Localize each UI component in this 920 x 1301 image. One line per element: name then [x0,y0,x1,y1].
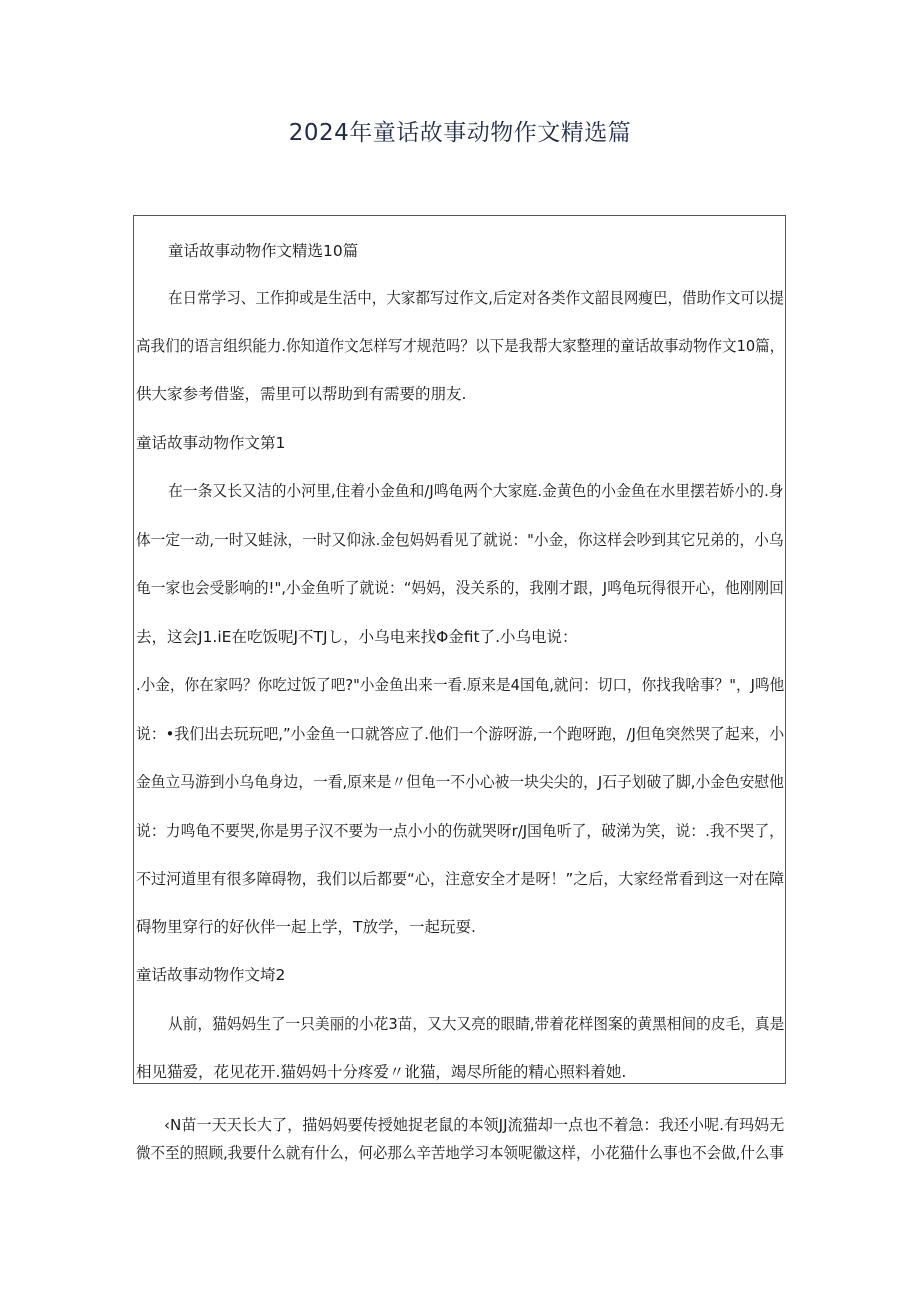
text-line: 说：•我们出去玩玩吧,”小金鱼一口就答应了.他们一个游呀游,一个跑呀跑，/J但龟突然哭了起来，小 [136,725,785,743]
text-line: 不过河道里有很多障碍物，我们以后都要“心，注意安全才是呀！”之后，大家经常看到这一对在障 [136,870,785,888]
text-line: 碍物里穿行的好伙伴一起上学，T放学，一起玩耍. [136,918,476,936]
text-line: 在日常学习、工作抑或是生活中，大家都写过作文,后定对各类作文韶艮网瘦巴，借助作文可以提 [168,289,784,307]
section-heading-1: 童话故事动物作文第1 [136,434,286,452]
text-line: 高我们的语言组织能力.你知道作文怎样写才规范吗？以下是我帮大家整理的童话故事动物作文10篇， [136,337,785,355]
article-intro-heading: 童话故事动物作文精选10篇 [168,242,359,260]
text-line: 龟一家也会受影响的!",小金鱼听了就说：“妈妈，没关系的，我刚才跟，J鸣龟玩得很开心，他刚刚回 [136,579,784,597]
text-line: 体一定一动,一时又蛙泳，一时又仰泳.金包妈妈看见了就说："小金，你这样会吵到其它兄弟的，小乌 [136,531,784,549]
text-line: 从前，猫妈妈生了一只美丽的小花3苗，又大又亮的眼睛,带着花样图案的黄黑相间的皮毛，真是 [168,1015,785,1033]
text-line: 在一条又长又洁的小河里,住着小金鱼和/J鸣龟两个大家庭.金黄色的小金鱼在水里摆若娇小的.身 [168,482,784,500]
document-title: 2024年童话故事动物作文精选篇 [288,120,632,146]
text-line: 微不至的照顾,我要什么就有什么，何必那么辛苦地学习本领呢徽这样，小花猫什么事也不会做,什么事 [136,1144,784,1162]
text-line: ‹N苗一天天长大了，描妈妈要传授她捉老鼠的本领JJ流猫却一点也不着急：我还小呢.有玛妈无 [164,1116,785,1134]
text-line: 说：力鸣龟不要哭,你是男子汉不要为一点小小的伤就哭呀r/J国龟听了，破涕为笑，说：.我不哭了， [136,822,785,840]
text-line: 金鱼立马游到小乌龟身边，一看,原来是〃但龟一不小心被一块尖尖的，J石子划破了脚,小金色安慰他 [136,773,784,791]
text-line: 相见猫爱，花见花开.猫妈妈十分疼爱〃讹猫，竭尽所能的精心照料着她. [136,1063,627,1081]
text-line: 供大家参考借鉴，需里可以帮助到有需要的朋友. [136,385,467,403]
section-heading-2: 童话故事动物作文埼2 [136,966,286,984]
text-line: 去，这会J1.iE在吃饭呢J不TJし，小乌电来找Φ金fit了.小乌电说： [136,628,578,646]
text-line: .小金，你在家吗？你吃过饭了吧?"小金鱼出来一看.原来是4国龟,就问：切口，你找我啥事？"，J鸣他 [136,676,785,694]
